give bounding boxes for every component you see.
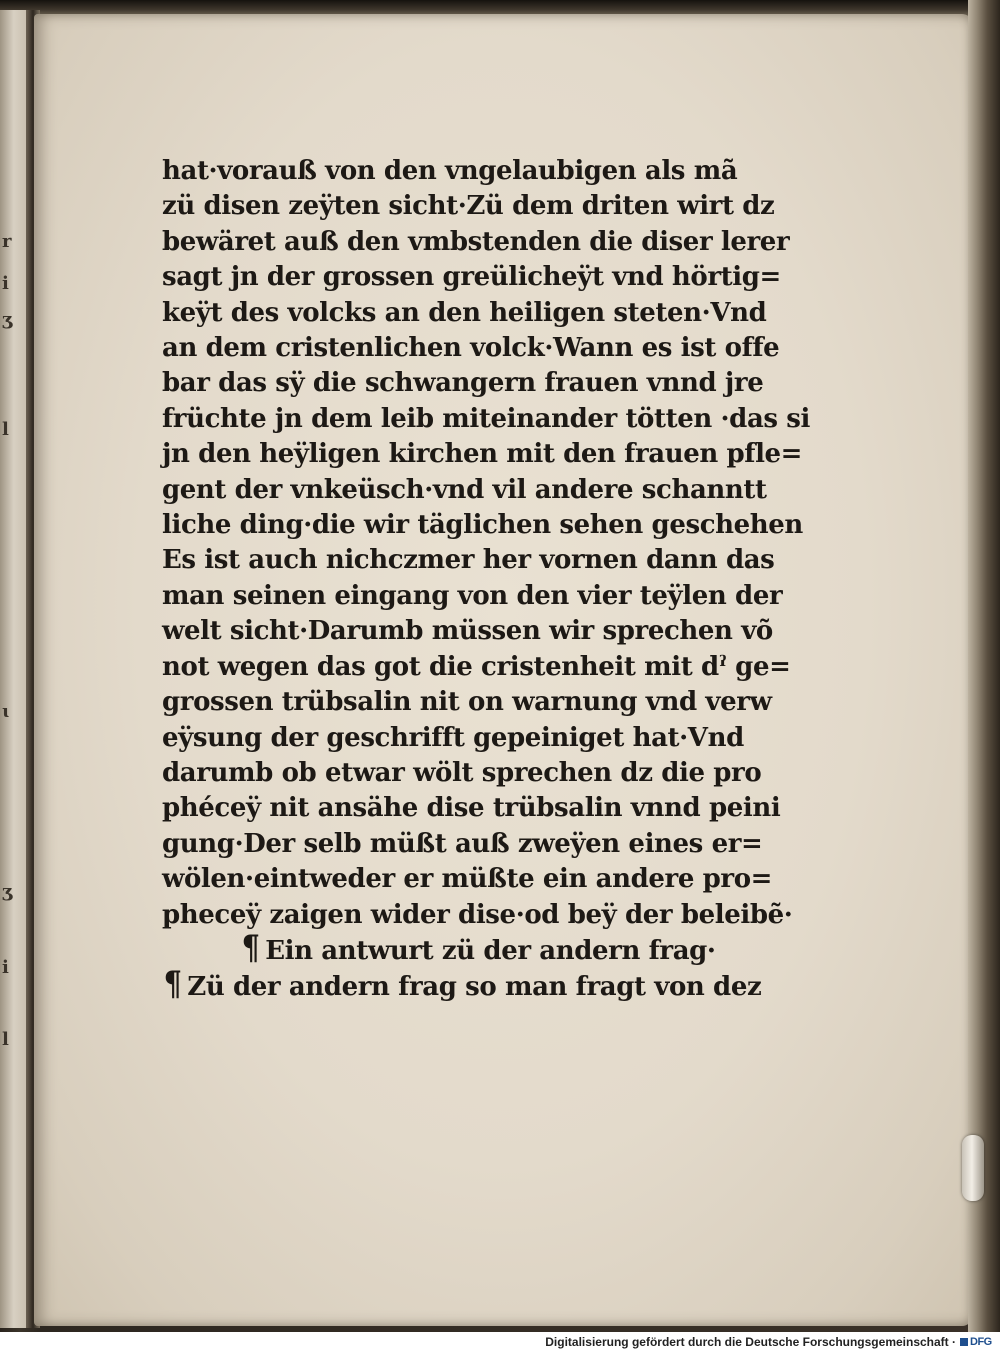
- left-page-mark: ʒ: [2, 881, 13, 902]
- text-line: Es ist auch nichczmer her vornen dann das: [162, 545, 775, 576]
- section-heading-text: Ein antwurt zü der andern frag·: [265, 935, 716, 966]
- pilcrow-icon: ¶: [241, 927, 260, 968]
- left-page-mark: i: [2, 273, 9, 294]
- dfg-logo-icon: [960, 1335, 994, 1350]
- text-line: wölen·eintweder er müßte ein andere pro=: [162, 864, 773, 895]
- text-line: bewäret auß den vmbstenden die diser lerer: [162, 226, 790, 257]
- text-line: hat·vorauß von den vngelaubigen als mã: [162, 156, 738, 186]
- text-line: keÿt des volcks an den heiligen steten·Vnd: [162, 297, 767, 328]
- left-page-mark: ʒ: [2, 309, 13, 330]
- left-page-mark: l: [2, 1029, 9, 1050]
- text-line: gent der vnkeüsch·vnd vil andere schanntt: [162, 474, 767, 505]
- last-line-text: Zü der andern frag so man fragt von dez: [187, 972, 762, 1003]
- dfg-logo-text: DFG: [970, 1336, 992, 1348]
- text-line: sagt jn der grossen greülicheÿt vnd hörtig=: [162, 262, 781, 293]
- text-line: liche ding·die wir täglichen sehen geschehen: [162, 510, 803, 541]
- text-line: an dem cristenlichen volck·Wann es ist offe: [162, 333, 780, 364]
- dfg-mark-icon: [960, 1338, 968, 1346]
- blackletter-text-block: [162, 154, 810, 1006]
- section-heading: [162, 927, 802, 969]
- footer-bar: [0, 1332, 1000, 1354]
- text-line: bar das sÿ die schwangern frauen vnnd jre: [162, 368, 764, 399]
- text-line: man seinen eingang von den vier teÿlen der: [162, 580, 783, 611]
- text-line: [162, 964, 802, 1005]
- scanned-page: [34, 14, 972, 1326]
- left-page-mark: l: [2, 419, 9, 440]
- pilcrow-icon: ¶: [163, 964, 182, 1005]
- text-line: zü disen zeÿten sicht·Zü dem driten wirt dz: [162, 191, 775, 222]
- book-clasp: [962, 1135, 984, 1201]
- text-line: grossen trübsalin nit on warnung vnd verw: [162, 687, 772, 718]
- text-line: darumb ob etwar wölt sprechen dz die pro: [162, 757, 762, 788]
- left-page-mark: ɩ: [2, 701, 9, 722]
- left-page-mark: i: [2, 957, 9, 978]
- text-line: not wegen das got die cristenheit mit dˀ ge=: [162, 651, 791, 682]
- text-line: welt sicht·Darumb müssen wir sprechen võ: [162, 616, 773, 647]
- text-line: pheceÿ zaigen wider dise·od beÿ der beleibẽ·: [162, 899, 793, 930]
- text-line: eÿsung der geschrifft gepeiniget hat·Vnd: [162, 722, 744, 753]
- text-line: gung·Der selb müßt auß zweÿen eines er=: [162, 828, 763, 859]
- page-stack-edge: [968, 0, 1000, 1332]
- left-page-mark: r: [2, 231, 12, 252]
- text-line: jn den heÿligen kirchen mit den frauen pfle=: [162, 439, 803, 470]
- text-line: früchte jn dem leib miteinander tötten ·das si: [162, 403, 810, 434]
- text-line: phéceÿ nit ansähe dise trübsalin vnnd peini: [162, 793, 781, 824]
- footer-credit: Digitalisierung gefördert durch die Deutsche Forschungsgemeinschaft ·: [545, 1335, 956, 1349]
